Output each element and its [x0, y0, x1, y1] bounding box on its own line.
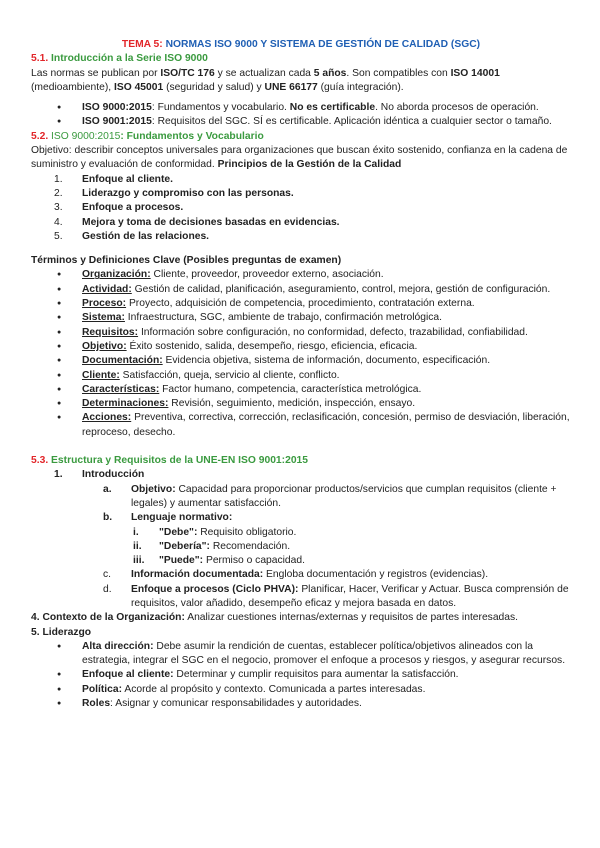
list-item: ● Alta dirección: Debe asumir la rendición de cuentas, establecer política/objetivos alineados con la estrategia, integrar el SGC en el negocio, promover el enfoque a procesos y riesgos, y asegurar recursos.	[31, 640, 571, 669]
list-item: 5. Gestión de las relaciones.	[54, 230, 210, 242]
list-item: 1. Enfoque al cliente.	[54, 173, 173, 185]
list-item: iii. "Puede": Permiso o capacidad.	[133, 555, 305, 567]
list-item: ● Organización: Cliente, proveedor, proveedor externo, asociación.	[31, 268, 571, 282]
section-5-1-heading: 5.1. Introducción a la Serie ISO 9000	[31, 53, 208, 65]
document-page	[31, 38, 571, 711]
list-item: 4. Mejora y toma de decisiones basadas en evidencias.	[54, 216, 340, 228]
list-item: ● ISO 9001:2015: Requisitos del SGC. SÍ es certificable. Aplicación idéntica a cualquier sector o tamaño.	[31, 115, 571, 129]
list-item: ● Roles: Asignar y comunicar responsabilidades y autoridades.	[31, 697, 571, 711]
list-item: ● Enfoque al cliente: Determinar y cumplir requisitos para aumentar la satisfacción.	[31, 668, 571, 682]
list-item: c. Información documentada: Engloba documentación y registros (evidencias).	[103, 569, 489, 581]
list-item: ● Actividad: Gestión de calidad, planificación, aseguramiento, control, mejora, gestión de configuración.	[31, 283, 571, 297]
list-item: ● ISO 9000:2015: Fundamentos y vocabulario. No es certificable. No aborda procesos de operación.	[31, 101, 571, 115]
list-item: i. "Debe": Requisito obligatorio.	[133, 526, 297, 538]
section-5-2-heading: 5.2. ISO 9000:2015: Fundamentos y Vocabulario	[31, 130, 264, 142]
list-item: 1. Introducción	[54, 469, 145, 481]
list-item: ● Cliente: Satisfacción, queja, servicio al cliente, conflicto.	[31, 369, 571, 383]
list-item: ● Sistema: Infraestructura, SGC, ambiente de trabajo, confirmación metrológica.	[31, 311, 571, 325]
list-item: 2. Liderazgo y compromiso con las personas.	[54, 187, 294, 199]
title-tema: TEMA 5:	[121, 39, 163, 50]
title-text: NORMAS ISO 9000 Y SISTEMA DE GESTIÓN DE CALIDAD (SGC)	[162, 39, 481, 50]
list-item: ● Determinaciones: Revisión, seguimiento, medición, inspección, ensayo.	[31, 397, 571, 411]
list-item: ● Objetivo: Éxito sostenido, salida, desempeño, riesgo, eficiencia, eficacia.	[31, 340, 571, 354]
list-item: ● Características: Factor humano, competencia, característica metrológica.	[31, 383, 571, 397]
section-5-1-paragraph: Las normas se publican por ISO/TC 176 y se actualizan cada 5 años. Son compatibles con ISO 14001 (medioambiente), ISO 45001 (seguridad y salud) y UNE 66177 (guía integración).	[31, 67, 500, 93]
terms-heading: Términos y Definiciones Clave (Posibles preguntas de examen)	[31, 255, 342, 267]
leadership-heading: 5. Liderazgo	[31, 626, 92, 638]
list-item: ● Acciones: Preventiva, correctiva, corrección, reclasificación, concesión, permiso de desviación, liberación, reproceso, desecho.	[31, 411, 571, 440]
section-5-2-paragraph: Objetivo: describir conceptos universales para organizaciones que buscan éxito sostenido, confianza en la cadena de suministro y evaluación de conformidad. Principios de la Gestión de la Calidad	[31, 145, 568, 171]
list-item: ii. "Debería": Recomendación.	[133, 540, 291, 552]
list-item: a. Objetivo: Capacidad para proporcionar productos/servicios que cumplan requisitos (cliente + legales) y aumentar satisfacción.	[103, 483, 557, 509]
section-5-3-heading: 5.3. Estructura y Requisitos de la UNE-EN ISO 9001:2015	[31, 455, 308, 467]
list-item: ● Documentación: Evidencia objetiva, sistema de información, documento, especificación.	[31, 354, 571, 368]
list-item: ● Proceso: Proyecto, adquisición de competencia, procedimiento, contratación externa.	[31, 297, 571, 311]
context-paragraph: 4. Contexto de la Organización: Analizar cuestiones internas/externas y requisitos de partes interesadas.	[31, 612, 519, 624]
list-item: ● Política: Acorde al propósito y contexto. Comunicada a partes interesadas.	[31, 683, 571, 697]
list-item: ● Requisitos: Información sobre configuración, no conformidad, defecto, trazabilidad, confiabilidad.	[31, 326, 571, 340]
page-title	[31, 38, 571, 52]
list-item: b. Lenguaje normativo:	[103, 512, 233, 524]
list-item: 3. Enfoque a procesos.	[54, 202, 184, 214]
list-item: d. Enfoque a procesos (Ciclo PHVA): Planificar, Hacer, Verificar y Actuar. Busca comprensión de requisitos, valor añadido, desempeño eficaz y mejora basada en datos.	[103, 583, 569, 609]
